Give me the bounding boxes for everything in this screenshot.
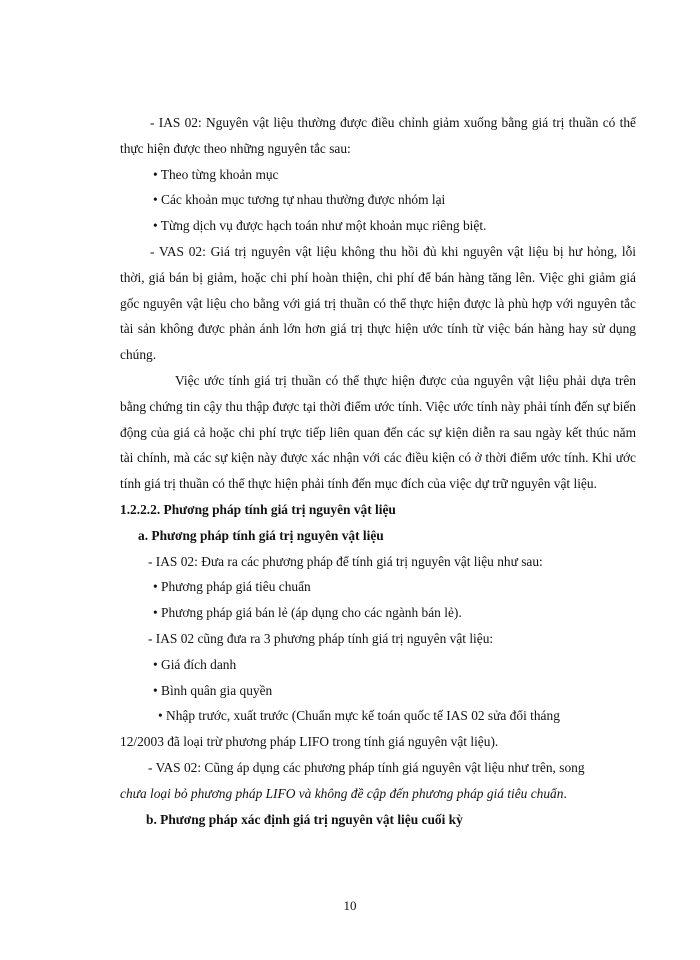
vas-methods-italic-text: chưa loại bỏ phương pháp LIFO và không đề cập đến phương pháp giá tiêu chuẩn bbox=[120, 785, 564, 801]
fifo-line-2: 12/2003 đã loại trừ phương pháp LIFO trong tính giá nguyên vật liệu). bbox=[120, 734, 499, 750]
ias-three-methods-intro: - IAS 02 cũng đưa ra 3 phương pháp tính giá trị nguyên vật liệu: bbox=[148, 630, 494, 646]
ias-intro-paragraph: - IAS 02: Nguyên vật liệu thường được điều chỉnh giảm xuống bằng giá trị thuần có thể thực hiện được theo những nguyên tắc sau: bbox=[120, 115, 636, 156]
subsection-heading-b: b. Phương pháp xác định giá trị nguyên vật liệu cuối kỳ bbox=[146, 811, 463, 827]
fifo-line-1: • Nhập trước, xuất trước (Chuẩn mực kế toán quốc tế IAS 02 sửa đổi tháng bbox=[158, 708, 560, 724]
page-number: 10 bbox=[343, 898, 357, 913]
ias-bullet-1: • Theo từng khoản mục bbox=[153, 166, 279, 182]
vas-methods-period: . bbox=[563, 785, 567, 801]
section-heading-1222: 1.2.2.2. Phương pháp tính giá trị nguyên vật liệu bbox=[120, 501, 396, 517]
vas-paragraph: - VAS 02: Giá trị nguyên vật liệu không thu hồi đủ khi nguyên vật liệu bị hư hỏng, lỗi thời, giá bán bị giảm, hoặc chi phí hoàn thiện, chi phí để bán hàng tăng lên. Việc ghi giảm giá gốc nguyên vật liệu cho bằng với giá trị thuần có thể thực hiện được là phù hợp với nguyên tắc tài sản không được phản ánh lớn hơn giá trị thực hiện ước tính từ việc bán hàng hay sử dụng chúng. bbox=[120, 243, 636, 363]
ias-bullet-3: • Từng dịch vụ được hạch toán như một khoản mục riêng biệt. bbox=[153, 218, 487, 234]
vas-methods-line-2 bbox=[120, 781, 636, 807]
vas-methods-line-1: - VAS 02: Cũng áp dụng các phương pháp tính giá nguyên vật liệu như trên, song bbox=[148, 759, 585, 775]
ias-methods-bullet-1: • Phương pháp giá tiêu chuẩn bbox=[153, 579, 311, 595]
subsection-heading-a: a. Phương pháp tính giá trị nguyên vật liệu bbox=[138, 527, 384, 543]
ias-methods-bullet-2: • Phương pháp giá bán lẻ (áp dụng cho các ngành bán lẻ). bbox=[153, 605, 462, 621]
ias-three-bullet-1: • Giá đích danh bbox=[153, 656, 237, 672]
estimate-paragraph: Việc ước tính giá trị thuần có thể thực hiện được của nguyên vật liệu phải dựa trên bằng chứng tin cậy thu thập được tại thời điểm ước tính. Việc ước tính này phải tính đến sự biến động của giá cả hoặc chi phí trực tiếp liên quan đến các sự kiện diễn ra sau ngày kết thúc năm tài chính, mà các sự kiện này được xác nhận với các điều kiện có ở thời điểm ước tính. Khi ước tính giá trị thuần có thể thực hiện phải tính đến mục đích của việc dự trữ nguyên vật liệu. bbox=[120, 372, 636, 492]
document-body bbox=[120, 110, 636, 832]
ias-three-bullet-2: • Bình quân gia quyền bbox=[153, 682, 273, 698]
ias-bullet-2: • Các khoản mục tương tự nhau thường được nhóm lại bbox=[153, 192, 446, 208]
ias-methods-intro: - IAS 02: Đưa ra các phương pháp để tính giá trị nguyên vật liệu như sau: bbox=[148, 553, 543, 569]
